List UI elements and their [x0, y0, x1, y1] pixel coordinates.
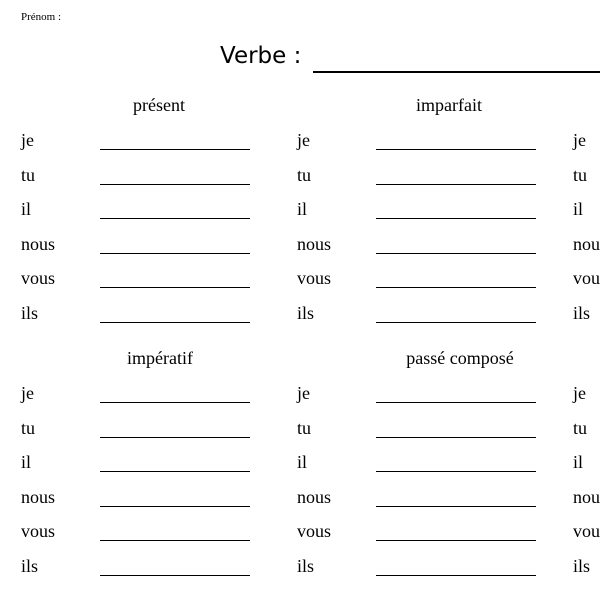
- pronoun-label: nou: [573, 233, 600, 254]
- pronoun-label: nous: [21, 486, 56, 507]
- answer-blank[interactable]: [376, 506, 536, 507]
- pronoun-label: tu: [573, 417, 588, 438]
- pronoun-label: tu: [21, 417, 36, 438]
- pronoun-label: je: [573, 130, 586, 150]
- prenom-label: Prénom :: [21, 11, 62, 23]
- section-title-present: présent: [133, 95, 185, 115]
- pronoun-label: ils: [573, 556, 591, 576]
- pronoun-label: je: [21, 383, 34, 403]
- pronoun-label: il: [21, 452, 32, 473]
- pronoun-label: nous: [21, 233, 56, 254]
- pronoun-label: vous: [297, 268, 332, 289]
- answer-blank[interactable]: [100, 149, 250, 150]
- answer-blank[interactable]: [376, 402, 536, 403]
- pronoun-label: nous: [297, 233, 332, 254]
- answer-blank[interactable]: [376, 218, 536, 219]
- answer-blank[interactable]: [376, 322, 536, 323]
- pronoun-label: il: [573, 452, 584, 473]
- pronoun-label: il: [297, 199, 308, 220]
- pronoun-label: vou: [573, 268, 600, 289]
- pronoun-label: ils: [21, 303, 39, 323]
- pronoun-label: vou: [573, 521, 600, 542]
- pronoun-label: il: [21, 199, 32, 220]
- answer-blank[interactable]: [376, 437, 536, 438]
- answer-blank[interactable]: [100, 402, 250, 403]
- answer-blank[interactable]: [100, 437, 250, 438]
- pronoun-label: tu: [573, 164, 588, 185]
- answer-blank[interactable]: [100, 506, 250, 507]
- verbe-answer-line[interactable]: [313, 71, 600, 73]
- answer-blank[interactable]: [100, 287, 250, 288]
- answer-blank[interactable]: [376, 471, 536, 472]
- pronoun-label: nou: [573, 486, 600, 507]
- pronoun-label: vous: [21, 521, 56, 542]
- pronoun-label: il: [573, 199, 584, 220]
- pronoun-label: tu: [297, 417, 312, 438]
- verbe-title: Verbe :: [220, 43, 302, 69]
- pronoun-label: je: [21, 130, 34, 150]
- answer-blank[interactable]: [376, 149, 536, 150]
- answer-blank[interactable]: [100, 471, 250, 472]
- pronoun-label: ils: [573, 303, 591, 323]
- section-title-imperatif: impératif: [127, 348, 193, 368]
- answer-blank[interactable]: [376, 287, 536, 288]
- answer-blank[interactable]: [376, 184, 536, 185]
- pronoun-label: nous: [297, 486, 332, 507]
- pronoun-label: je: [297, 383, 310, 403]
- answer-blank[interactable]: [376, 253, 536, 254]
- pronoun-label: vous: [297, 521, 332, 542]
- pronoun-label: je: [573, 383, 586, 403]
- pronoun-label: ils: [297, 556, 315, 576]
- section-title-passe-compose: passé composé: [406, 348, 514, 368]
- pronoun-label: tu: [21, 164, 36, 185]
- pronoun-label: vous: [21, 268, 56, 289]
- answer-blank[interactable]: [100, 540, 250, 541]
- answer-blank[interactable]: [100, 184, 250, 185]
- answer-blank[interactable]: [100, 253, 250, 254]
- section-title-imparfait: imparfait: [416, 95, 482, 115]
- pronoun-label: ils: [297, 303, 315, 323]
- pronoun-label: je: [297, 130, 310, 150]
- answer-blank[interactable]: [100, 575, 250, 576]
- pronoun-label: ils: [21, 556, 39, 576]
- answer-blank[interactable]: [100, 218, 250, 219]
- answer-blank[interactable]: [376, 575, 536, 576]
- pronoun-label: il: [297, 452, 308, 473]
- answer-blank[interactable]: [376, 540, 536, 541]
- answer-blank[interactable]: [100, 322, 250, 323]
- pronoun-label: tu: [297, 164, 312, 185]
